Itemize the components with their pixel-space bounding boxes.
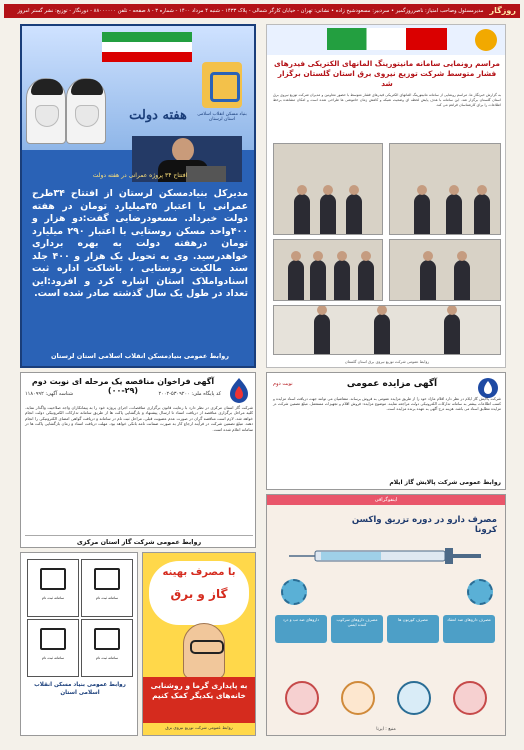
masthead-bar <box>4 4 520 18</box>
cell-icon <box>285 681 319 715</box>
notice-text: روابط عمومی بنیاد مسکن انقلاب اسلامی استان <box>34 682 126 696</box>
info-box: مصرف داروهای سرکوب کننده ایمنی <box>331 615 383 643</box>
notice-box-label: سامانه ثبت نام <box>95 656 119 660</box>
article-lead: به گزارش خبرنگار ما، مراسم رونمایی از سامانه مانیتورینگ المانهای الکتریکی فیدرهای فشار متوسط با حضور معاونین و مدیران شرکت توزیع نیروی برق استان گلستان برگزار شد. این سامانه با هدف پایش لحظه ای وضعیت شبکه و کاهش زمان خاموشی ها طراحی شده است و امکان مشاهده برخط اطلاعات را برای کارشناسان فراهم می کند. <box>273 93 501 107</box>
article-banner <box>22 26 254 150</box>
vaccine-vial-icon <box>397 681 431 715</box>
notice-box <box>27 619 79 677</box>
portrait-figure <box>26 78 66 144</box>
energy-saving-poster <box>142 552 256 736</box>
blood-cell-icon <box>453 681 487 715</box>
auction-notice <box>266 372 506 490</box>
infographic-band: اینفوگرافی <box>267 495 505 505</box>
tender-code: کد پایگاه ملی: ۵۳۰۹۲۰۰-۲۰۰۲ <box>158 391 221 397</box>
event-photo <box>273 143 383 235</box>
housing-foundation-name: بنیاد مسکن انقلاب اسلامی استان لرستان <box>197 112 247 122</box>
article-body: مدیرکل بنیادمسکن لرستان از افتتاح ۳۴طرح عمرانی با اعتبار ۳۵میلیارد تومان در هفته دولت خبرداد. مسعودرضایی گفت:دو هزار و ۴۰۰واحد مسکن روستایی با اعتبار ۲۹۰ میلیارد تومان درهفته دولت به بهره برداری خواهدرسید. وی به تحویل یک هزار و ۴۰۰ جلد سند مالکیت روستایی ، باشاکت اداره ثبت اسنادواملاک استان اشاره کرد و افزود:این تعداد در طول یک سال گذشته صادر شده است. <box>32 188 248 299</box>
electricity-article <box>266 24 506 368</box>
notice-box-label: سامانه ثبت نام <box>41 656 65 660</box>
power-company-logo-icon <box>475 29 497 51</box>
virus-icon <box>281 579 307 605</box>
article-headline: مراسم رونمایی سامانه مانیتورینگ المانهای الکتریکی فیدرهای فشار متوسط شرکت توزیع نیروی برق استان گلستان برگزار شد <box>274 59 500 88</box>
event-photo <box>389 143 501 235</box>
notice-box <box>81 619 133 677</box>
portrait-figure <box>66 78 106 144</box>
tender-title: آگهی فراخوان مناقصه یک مرحله ای نوبت دوم (۲۹-۰۰) <box>31 377 215 395</box>
virus-icon <box>467 579 493 605</box>
cartoon-man-icon <box>183 623 225 679</box>
tender-meta <box>25 391 221 397</box>
auction-title: آگهی مزایده عمومی <box>346 379 438 389</box>
infographic-source: منبع : ایرنا <box>376 727 396 732</box>
article-header <box>267 25 505 55</box>
info-box: داروهای ضد تب و درد <box>275 615 327 643</box>
poster-line-1: با مصرف بهینه <box>162 567 236 578</box>
gas-tender-notice <box>20 372 256 548</box>
info-box: مصرف داروهای ضد انعقاد <box>443 615 495 643</box>
registration-icon <box>40 568 66 590</box>
notice-box <box>27 559 79 617</box>
auction-signoff: روابط عمومی شرکت پالایش گاز ایلام <box>389 479 501 486</box>
syringe-icon <box>285 543 485 569</box>
tender-signoff: روابط عمومی شرکت گاز استان مرکزی <box>25 535 253 546</box>
article-signoff: روابط عمومی بنیادمسکن انقلاب اسلامی استان لرستان <box>50 352 229 360</box>
refinery-logo-icon <box>477 377 499 399</box>
tender-ad-number: شناسه آگهی: ۱۱۸۰۹۹۲ <box>25 391 74 397</box>
brand-logo: روزگار <box>489 6 516 15</box>
hafte-dolat-title: هفته دولت <box>129 108 187 123</box>
registration-icon <box>40 628 66 650</box>
notice-box <box>81 559 133 617</box>
event-photo <box>273 239 383 301</box>
event-photo <box>273 305 501 355</box>
article-caption: روابط عمومی شرکت توزیع نیروی برق استان گلستان <box>344 359 430 364</box>
housing-notice <box>20 552 138 736</box>
infographic-title: مصرف دارو در دوره تزریق واکسن کرونا <box>351 515 497 535</box>
leaders-portrait <box>26 60 108 144</box>
registration-icon <box>94 568 120 590</box>
registration-icon <box>94 628 120 650</box>
notice-box-label: سامانه ثبت نام <box>95 596 119 600</box>
auction-round: نوبت دوم <box>273 381 293 387</box>
notice-box-label: سامانه ثبت نام <box>41 596 65 600</box>
poster-footer: روابط عمومی شرکت توزیع نیروی برق <box>165 725 233 730</box>
iran-flag-icon <box>102 32 192 62</box>
event-photo <box>389 239 501 301</box>
housing-foundation-article <box>20 24 256 368</box>
info-box: مصرف کورتون ها <box>387 615 439 643</box>
masthead-text: مدیرمسئول وصاحب امتیاز: ناصرروزگمیر • سردبیر: مسعودشیخ زاده • نشانی: تهران - خیابان کارگر شمالی - پلاک ۱۴۳۳ - شنبه ۴ مرداد ۱۴۰۰ - شماره ۳ - ۸ صفحه - تلفن ۸۸۰۰۰۰۰۰ - دورنگار - توزیع: نشر گستر امروز <box>17 8 484 14</box>
gas-company-logo-icon <box>227 377 251 403</box>
poster-banner: به پایداری گرما و روشنایی خانه‌های یکدیگر کمک کنیم <box>143 677 255 723</box>
flag-banner-icon <box>327 28 447 50</box>
tender-body: شرکت گاز استان مرکزی در نظر دارد با رعایت قانون برگزاری مناقصات، اجرای پروژه خود را به پیمانکاران واجد صلاحیت واگذار نماید. کلیه مراحل برگزاری مناقصه از دریافت اسناد تا ارسال پیشنهاد و بازگشایی پاکت ها از طریق سامانه تدارکات الکترونیکی دولت انجام خواهد شد. لازم است مناقصه گران در صورت عدم عضویت قبلی، مراحل ثبت نام در سامانه و دریافت گواهی امضای الکترونیکی را انجام دهند. مبلغ تضمین شرکت در فرآیند ارجاع کار به صورت ضمانت نامه بانکی خواهد بود. مهلت دریافت اسناد و زمان بازگشایی پاکت ها در سامانه اعلام شده است. <box>25 405 253 432</box>
vaccine-infographic <box>266 494 506 736</box>
housing-foundation-logo-icon <box>202 62 242 108</box>
pill-icon <box>341 681 375 715</box>
article-kicker: افتتاح ۳۴ پروژه عمرانی در هفته دولت <box>92 172 188 179</box>
poster-line-2: گاز و برق <box>170 587 228 601</box>
auction-body: شرکت پالایش گاز ایلام در نظر دارد اقلام مازاد خود را از طریق مزایده عمومی به فروش برساند. متقاضیان می توانند جهت دریافت اسناد مزایده و کسب اطلاعات بیشتر به سامانه تدارکات الکترونیکی دولت مراجعه نمایند. موضوع مزایده: فروش اقلام و تجهیزات مستعمل. مبلغ تضمین شرکت در مزایده مطابق اسناد می باشد. هزینه درج آگهی به عهده برنده مزایده است. <box>273 397 501 411</box>
